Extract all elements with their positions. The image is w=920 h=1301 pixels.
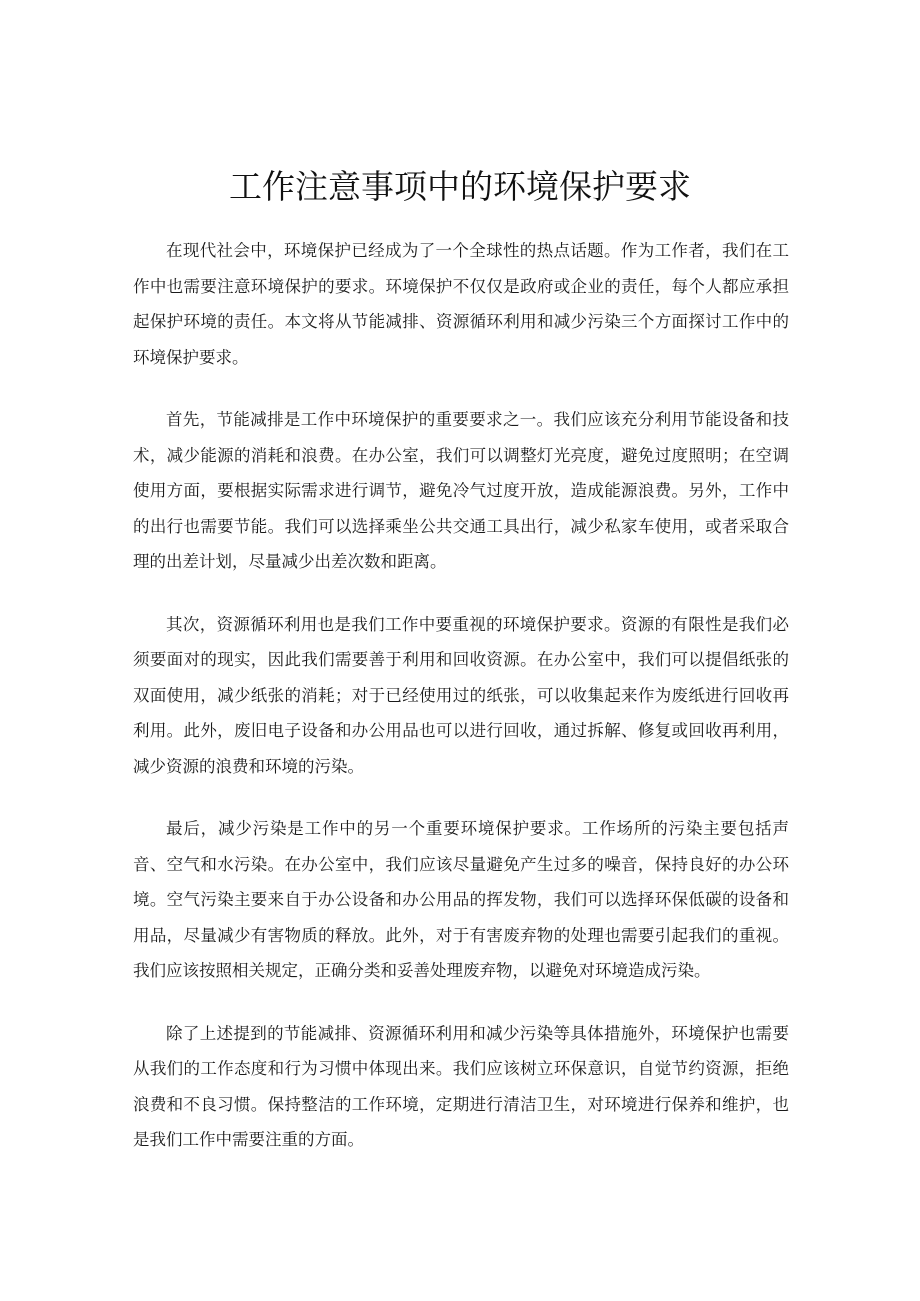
document-title: 工作注意事项中的环境保护要求: [229, 167, 691, 206]
document-body: [133, 233, 789, 1185]
paragraph-resource-recycling: 其次，资源循环利用也是我们工作中要重视的环境保护要求。资源的有限性是我们必须要面对的现实，因此我们需要善于利用和回收资源。在办公室中，我们可以提倡纸张的双面使用，减少纸张的消耗；对于已经使用过的纸张，可以收集起来作为废纸进行回收再利用。此外，废旧电子设备和办公用品也可以进行回收，通过拆解、修复或回收再利用，减少资源的浪费和环境的污染。: [133, 614, 789, 776]
paragraph-energy-saving: 首先，节能减排是工作中环境保护的重要要求之一。我们应该充分利用节能设备和技术，减少能源的消耗和浪费。在办公室，我们可以调整灯光亮度，避免过度照明；在空调使用方面，要根据实际需求进行调节，避免冷气过度开放，造成能源浪费。另外，工作中的出行也需要节能。我们可以选择乘坐公共交通工具出行，减少私家车使用，或者采取合理的出差计划，尽量减少出差次数和距离。: [133, 410, 789, 571]
paragraph-intro: 在现代社会中，环境保护已经成为了一个全球性的热点话题。作为工作者，我们在工作中也需要注意环境保护的要求。环境保护不仅仅是政府或企业的责任，每个人都应承担起保护环境的责任。本文将从节能减排、资源循环利用和减少污染三个方面探讨工作中的环境保护要求。: [133, 241, 789, 367]
paragraph-conclusion: 除了上述提到的节能减排、资源循环利用和减少污染等具体措施外，环境保护也需要从我们的工作态度和行为习惯中体现出来。我们应该树立环保意识，自觉节约资源，拒绝浪费和不良习惯。保持整洁的工作环境，定期进行清洁卫生，对环境进行保养和维护，也是我们工作中需要注重的方面。: [133, 1023, 789, 1149]
paragraph-pollution-reduction: 最后，减少污染是工作中的另一个重要环境保护要求。工作场所的污染主要包括声音、空气和水污染。在办公室中，我们应该尽量避免产生过多的噪音，保持良好的办公环境。空气污染主要来自于办公设备和办公用品的挥发物，我们可以选择环保低碳的设备和用品，尽量减少有害物质的释放。此外，对于有害废弃物的处理也需要引起我们的重视。我们应该按照相关规定，正确分类和妥善处理废弃物，以避免对环境造成污染。: [133, 819, 789, 980]
